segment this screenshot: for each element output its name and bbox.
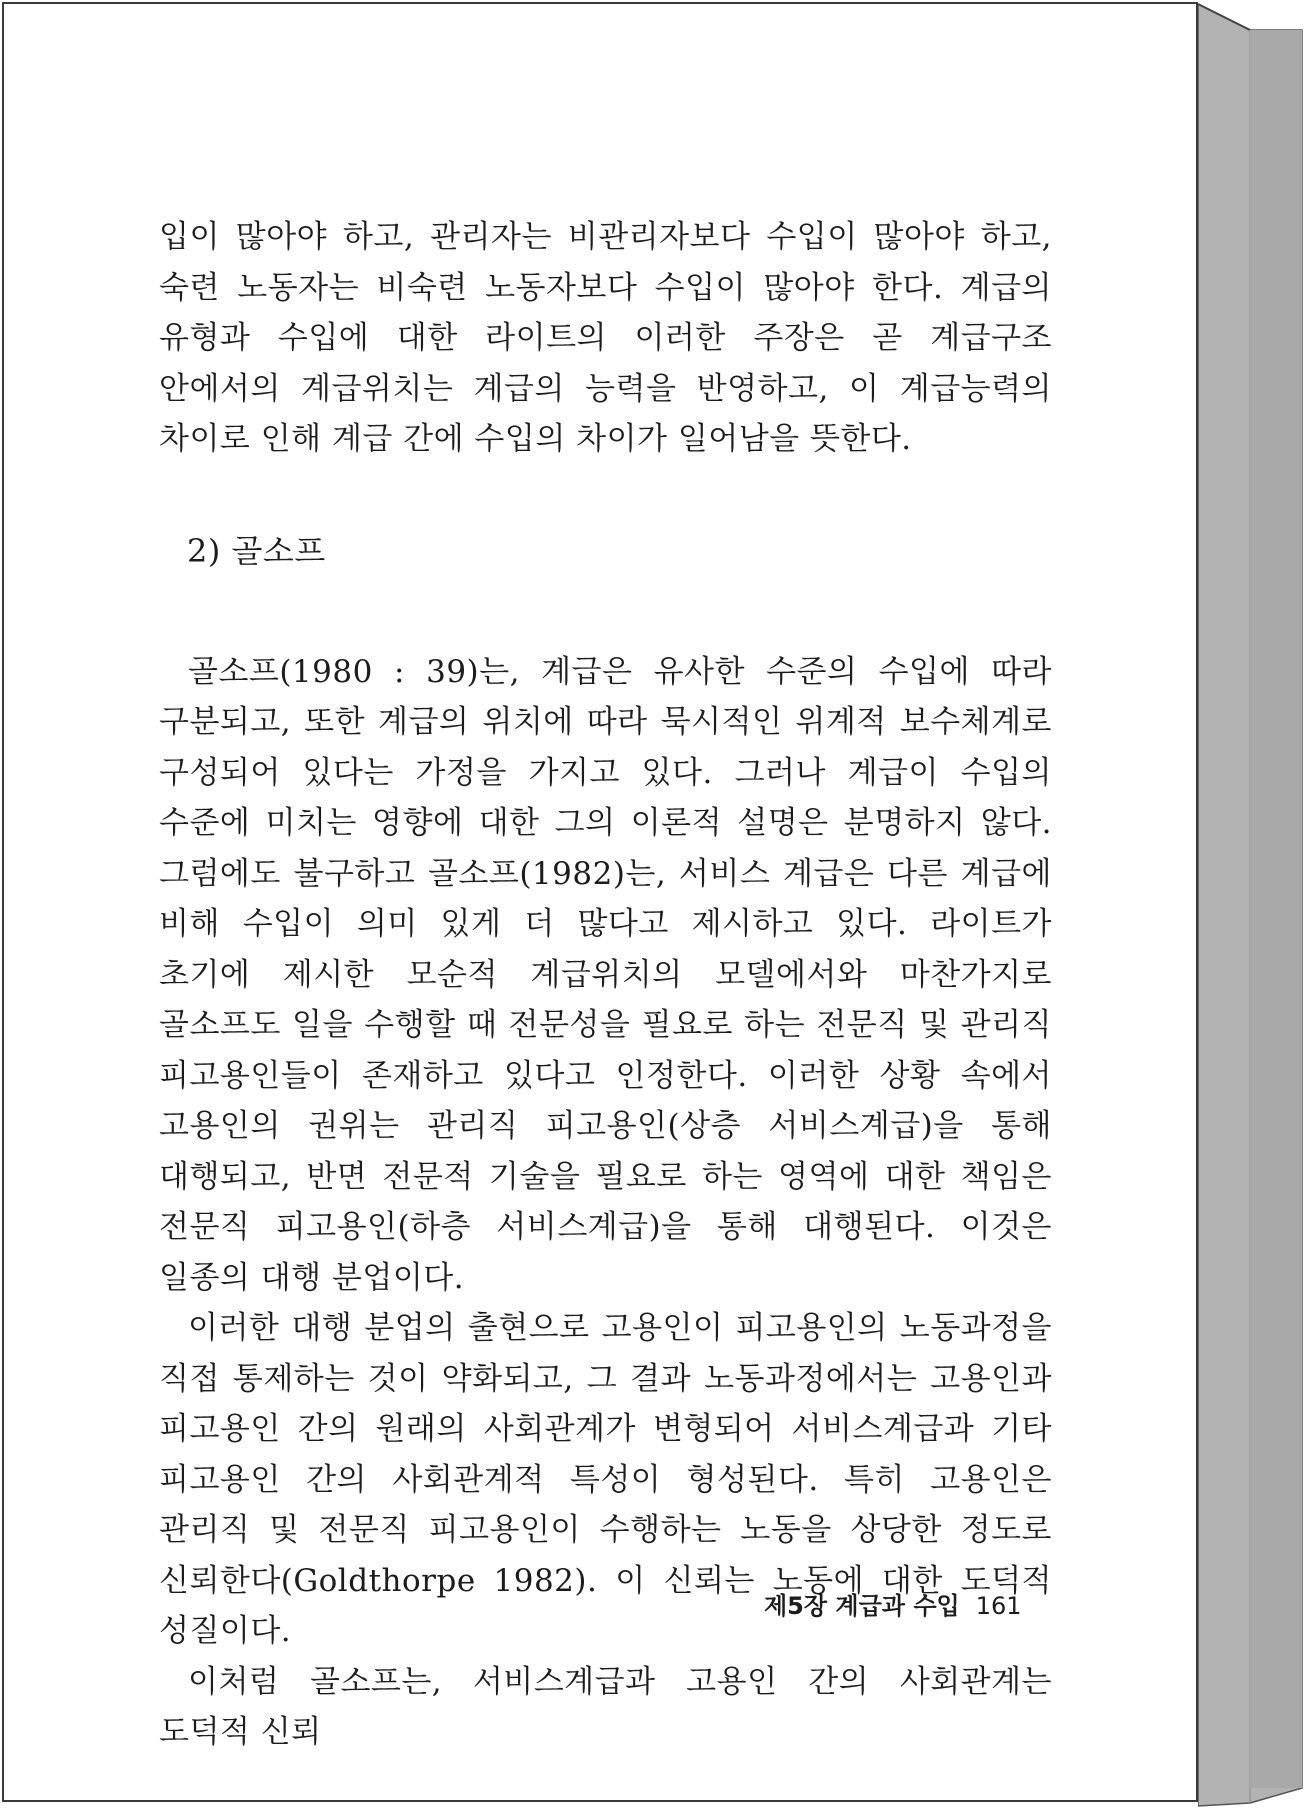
paragraph: 이처럼 골소프는, 서비스계급과 고용인 간의 사회관계는 도덕적 신뢰 — [159, 1663, 1052, 1750]
paragraph: 이러한 대행 분업의 출현으로 고용인이 피고용인의 노동과정을 직접 통제하는 것이 약화되고, 그 결과 노동과정에서는 고용인과 피고용인 간의 원래의 사회관계가 변형되어 서비스계급과 기타 피고용인 간의 사회관계적 특성이 형성된다. 특히 고용인은 관리직 및 전문직 피고용인이 수행하는 노동을 상당한 정도로 신뢰한다(Goldthorpe 1982). 이 신뢰는 노동에 대한 도덕적 성질이다. — [159, 1310, 1052, 1649]
chapter-title: 제5장 계급과 수입 — [764, 1592, 960, 1620]
paragraph-continued: 입이 많아야 하고, 관리자는 비관리자보다 수입이 많아야 하고, 숙련 노동자는 비숙련 노동자보다 수입이 많아야 한다. 계급의 유형과 수입에 대한 라이트의 이러한 주장은 곧 계급구조 안에서의 계급위치는 계급의 능력을 반영하고, 이 계급능력의 차이로 인해 계급 간에 수입의 차이가 일어남을 뜻한다. — [159, 219, 1052, 457]
page-number: 161 — [975, 1592, 1022, 1620]
section-heading: 2) 골소프 — [187, 531, 326, 570]
book-page — [2, 2, 1198, 1802]
page-body — [159, 212, 1052, 1758]
page-footer — [764, 1586, 1024, 1621]
paragraph: 골소프(1980 : 39)는, 계급은 유사한 수준의 수입에 따라 구분되고, 또한 계급의 위치에 따라 묵시적인 위계적 보수체계로 구성되어 있다는 가정을 가지고 있다. 그러나 계급이 수입의 수준에 미치는 영향에 대한 그의 이론적 설명은 분명하지 않다. 그럼에도 불구하고 골소프(1982)는, 서비스 계급은 다른 계급에 비해 수입이 의미 있게 더 많다고 제시하고 있다. 라이트가 초기에 제시한 모순적 계급위치의 모델에서와 마찬가지로 골소프도 일을 수행할 때 전문성을 필요로 하는 전문직 및 관리직 피고용인들이 존재하고 있다고 인정한다. 이러한 상황 속에서 고용인의 권위는 관리직 피고용인(상층 서비스계급)을 통해 대행되고, 반면 전문적 기술을 필요로 하는 영역에 대한 책임은 전문직 피고용인(하층 서비스계급)을 통해 대행된다. 이것은 일종의 대행 분업이다. — [159, 653, 1052, 1296]
